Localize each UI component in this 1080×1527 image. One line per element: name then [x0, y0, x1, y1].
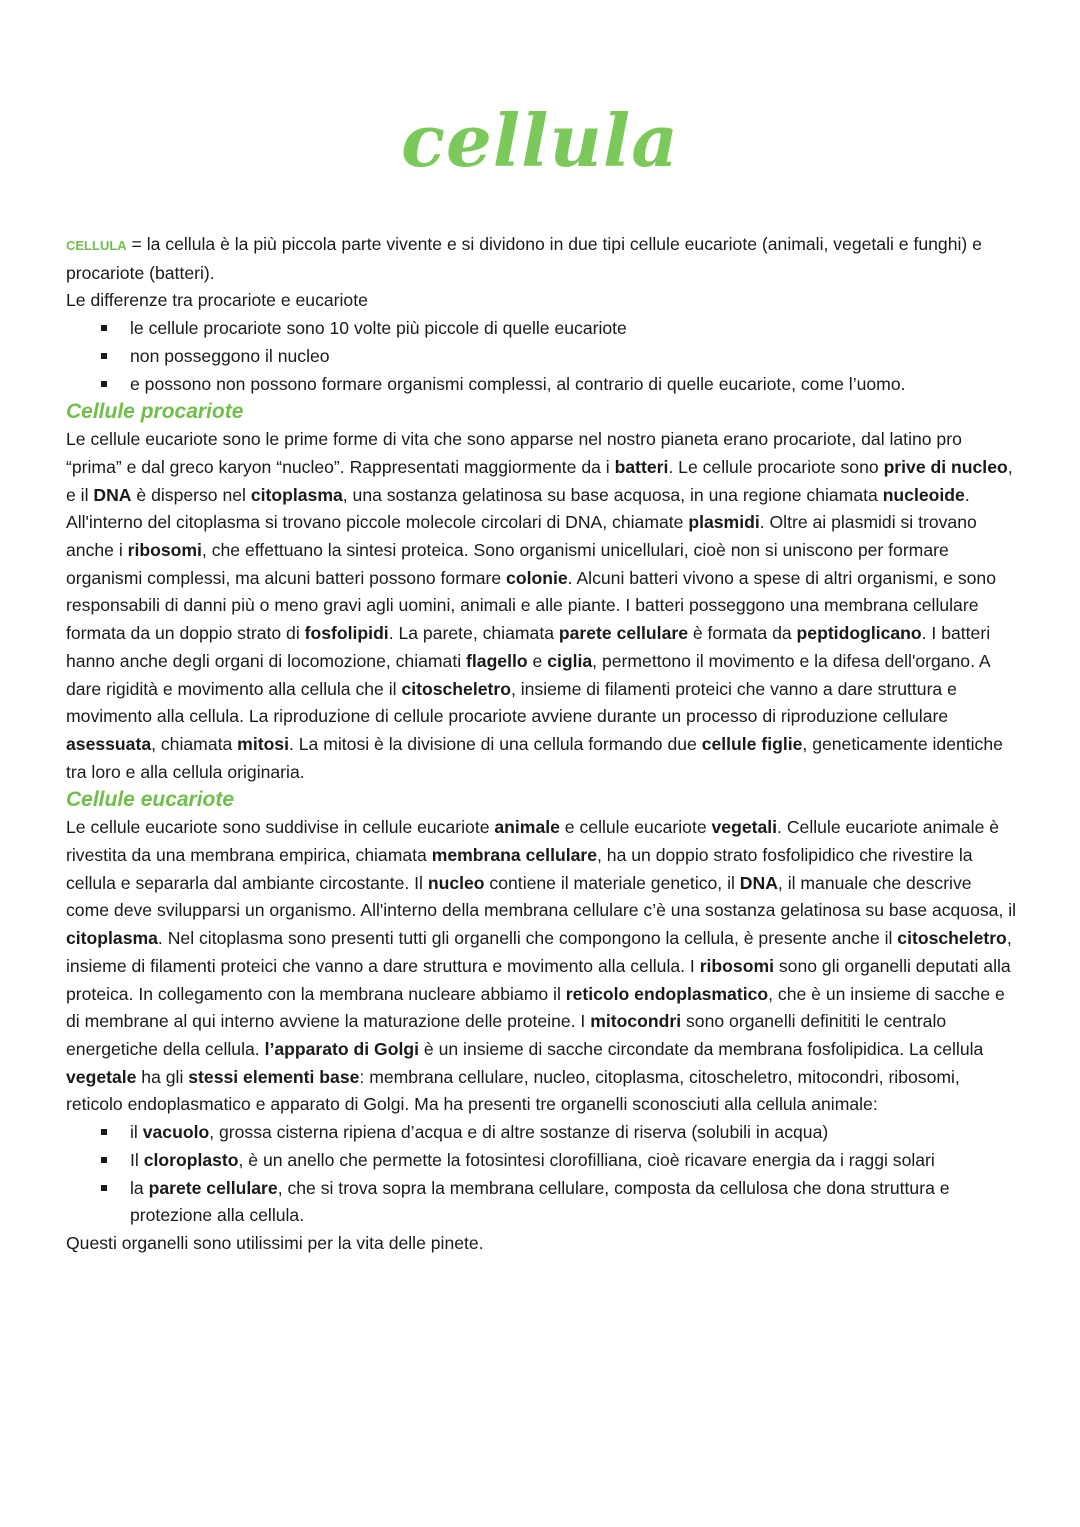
bold-term: membrana cellulare	[431, 845, 598, 866]
intro-text: = la cellula è la più piccola parte vivente e si dividono in due tipi cellule eucariote (animali, vegetali e funghi) e procariote (batteri).	[66, 234, 982, 283]
bold-term: peptidoglicano	[796, 623, 922, 644]
document-body	[66, 231, 1018, 1258]
closing-sentence: Questi organelli sono utilissimi per la vita delle pinete.	[66, 1232, 484, 1253]
bold-term: animale	[494, 817, 560, 838]
bold-term: batteri	[614, 456, 669, 477]
bold-term: parete cellulare	[148, 1177, 278, 1198]
list-item: non posseggono il nucleo	[66, 343, 1018, 371]
page-title: cellula	[401, 98, 679, 183]
list-item: e possono non possono formare organismi complessi, al contrario di quelle eucariote, come l’uomo.	[66, 371, 1018, 399]
bold-term: fosfolipidi	[304, 623, 389, 644]
bold-term: vegetali	[711, 817, 778, 838]
bold-term: citoscheletro	[401, 678, 511, 699]
bold-term: parete cellulare	[558, 623, 688, 644]
bold-term: l’apparato di Golgi	[264, 1038, 420, 1059]
organelles-list	[66, 1119, 1018, 1230]
bold-term: vegetale	[66, 1066, 137, 1087]
bold-term: cloroplasto	[143, 1149, 239, 1170]
section-heading-procariote: Cellule procariote	[66, 400, 244, 424]
bold-term: reticolo endoplasmatico	[565, 983, 769, 1004]
differences-heading: Le differenze tra procariote e eucariote	[66, 290, 368, 311]
cellula-label: CELLULA	[66, 238, 127, 253]
bold-term: citoscheletro	[897, 928, 1007, 949]
bold-term: stessi elementi base	[188, 1066, 360, 1087]
bold-term: ribosomi	[127, 540, 202, 561]
list-item: la parete cellulare, che si trova sopra la membrana cellulare, composta da cellulosa che dona struttura e protezione alla cellula.	[66, 1175, 1018, 1230]
bold-term: ciglia	[547, 650, 593, 671]
section-heading-eucariote: Cellule eucariote	[66, 788, 235, 812]
bold-term: citoplasma	[250, 484, 343, 505]
bold-term: mitocondri	[590, 1011, 682, 1032]
list-item: le cellule procariote sono 10 volte più piccole di quelle eucariote	[66, 315, 1018, 343]
bold-term: vacuolo	[142, 1122, 210, 1143]
procariote-paragraph: Le cellule eucariote sono le prime forme di vita che sono apparse nel nostro pianeta erano procariote, dal latino pro “prima” e dal greco karyon “nucleo”. Rappresentati maggiormente da i batteri. Le cellule procariote sono prive di nucleo, e il DNA è disperso nel citoplasma, una sostanza gelatinosa su base acquosa, in una regione chiamata nucleoide. All'interno del citoplasma si trovano piccole molecole circolari di DNA, chiamate plasmidi. Oltre ai plasmidi si trovano anche i ribosomi, che effettuano la sintesi proteica. Sono organismi unicellulari, cioè non si uniscono per formare organismi complessi, ma alcuni batteri possono formare colonie. Alcuni batteri vivono a spese di altri organismi, e sono responsabili di danni più o meno gravi agli uomini, animali e alle piante. I batteri posseggono una membrana cellulare formata da un doppio strato di fosfolipidi. La parete, chiamata parete cellulare è formata da peptidoglicano. I batteri hanno anche degli organi di locomozione, chiamati flagello e ciglia, permettono il movimento e la difesa dell'organo. A dare rigidità e movimento alla cellula che il citoscheletro, insieme di filamenti proteici che vanno a dare struttura e movimento alla cellula. La riproduzione di cellule procariote avviene durante un processo di riproduzione cellulare asessuata, chiamata mitosi. La mitosi è la divisione di una cellula formando due cellule figlie, geneticamente identiche tra loro e alla cellula originaria.	[66, 429, 1013, 782]
list-item: il vacuolo, grossa cisterna ripiena d’acqua e di altre sostanze di riserva (solubili in acqua)	[66, 1119, 1018, 1147]
eucariote-paragraph: Le cellule eucariote sono suddivise in cellule eucariote animale e cellule eucariote vegetali. Cellule eucariote animale è rivestita da una membrana empirica, chiamata membrana cellulare, ha un doppio strato fosfolipidico che rivestire la cellula e separarla dal ambiante circostante. Il nucleo contiene il materiale genetico, il DNA, il manuale che descrive come deve svilupparsi un organismo. All'interno della membrana cellulare c’è una sostanza gelatinosa su base acquosa, il citoplasma. Nel citoplasma sono presenti tutti gli organelli che compongono la cellula, è presente anche il citoscheletro, insieme di filamenti proteici che vanno a dare struttura e movimento alla cellula. I ribosomi sono gli organelli deputati alla proteica. In collegamento con la membrana nucleare abbiamo il reticolo endoplasmatico, che è un insieme di sacche e di membrane al qui interno avviene la maturazione delle proteine. I mitocondri sono organelli definititi le centralo energetiche della cellula. l’apparato di Golgi è un insieme di sacche circondate da membrana fosfolipidica. La cellula vegetale ha gli stessi elementi base: membrana cellulare, nucleo, citoplasma, citoscheletro, mitocondri, ribosomi, reticolo endoplasmatico e apparato di Golgi. Ma ha presenti tre organelli sconosciuti alla cellula animale:	[66, 817, 1017, 1115]
bold-term: DNA	[93, 484, 132, 505]
bold-term: ribosomi	[699, 955, 774, 976]
bold-term: mitosi	[237, 733, 289, 754]
bold-term: colonie	[506, 567, 568, 588]
bold-term: cellule figlie	[701, 733, 803, 754]
bold-term: flagello	[466, 650, 528, 671]
intro-paragraph	[66, 231, 1018, 287]
bold-term: nucleoide	[882, 484, 965, 505]
bold-term: prive di nucleo	[883, 456, 1008, 477]
bold-term: DNA	[739, 872, 778, 893]
differences-list	[66, 315, 1018, 398]
bold-term: asessuata	[66, 733, 152, 754]
bold-term: plasmidi	[688, 512, 760, 533]
list-item: Il cloroplasto, è un anello che permette la fotosintesi clorofilliana, cioè ricavare energia da i raggi solari	[66, 1147, 1018, 1175]
bold-term: citoplasma	[66, 928, 158, 949]
bold-term: nucleo	[427, 872, 485, 893]
